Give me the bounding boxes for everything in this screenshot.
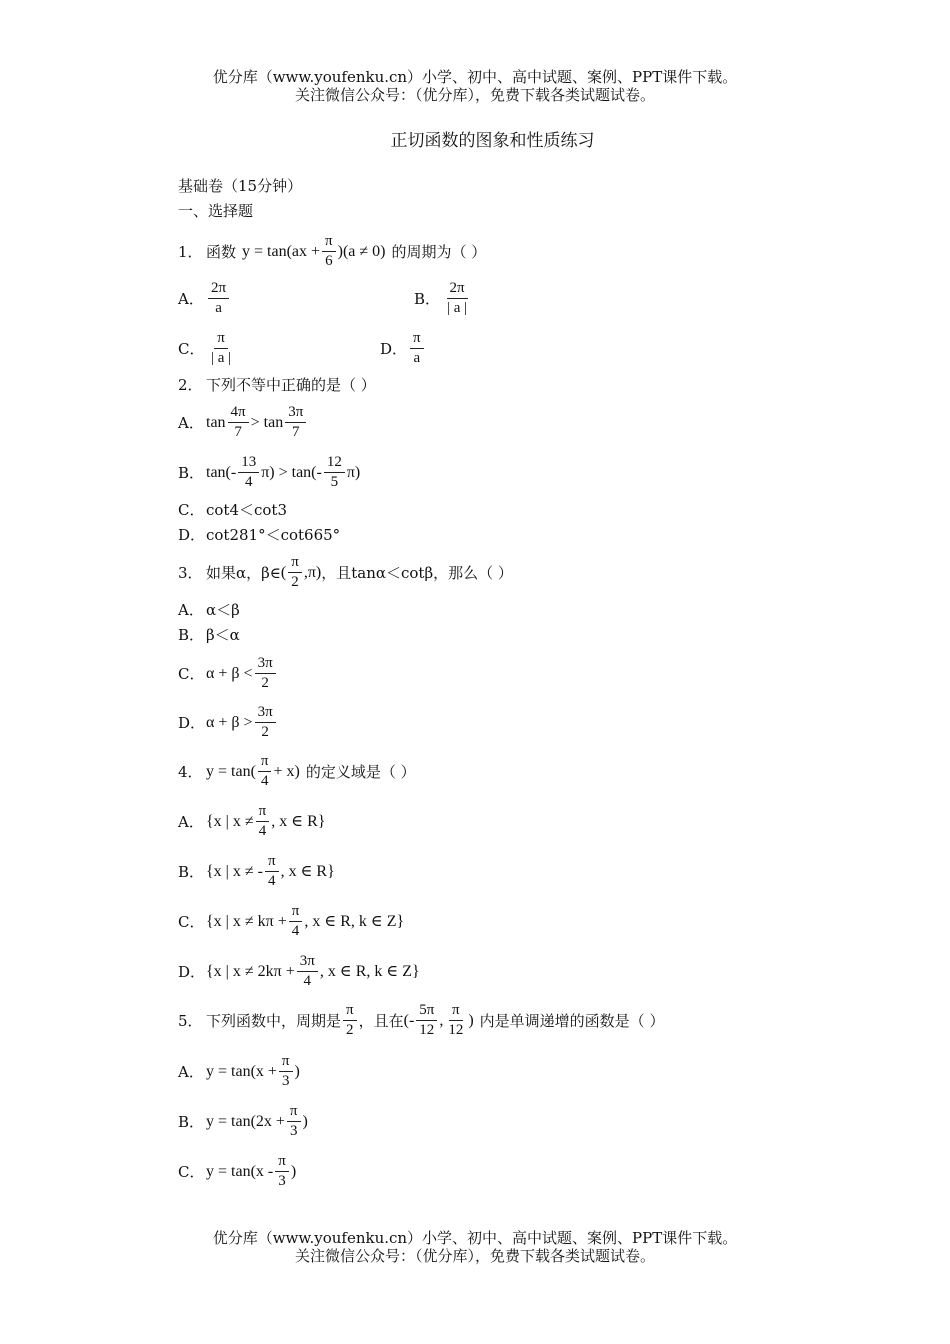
q3-option-b: [178, 626, 240, 644]
section-part1-text: 一、选择题: [178, 202, 254, 220]
q1-c-label: C．: [178, 339, 205, 358]
q2-stem: [178, 376, 376, 394]
q1-frac-num: π: [322, 232, 336, 252]
q3-a-text: α＜β: [206, 601, 240, 619]
q2-b-n1: 13: [238, 453, 259, 473]
section-basic: [178, 177, 302, 195]
q4-stem: [178, 752, 416, 791]
q1-b-den: | a |: [447, 300, 468, 316]
q4-b-post: , x ∈ R}: [280, 862, 335, 880]
q4-d-pre: {x | x ≠ 2kπ +: [206, 962, 295, 980]
q5-tail: 内是单调递增的函数是（ ）: [479, 1011, 665, 1030]
q1-stem: [178, 232, 486, 271]
q4-d-post: , x ∈ R, k ∈ Z}: [319, 962, 420, 980]
q5-b-post: ): [302, 1112, 308, 1130]
q2-b-formula: [206, 453, 360, 492]
q4-a-den: 4: [258, 823, 267, 839]
q1-c-num: π: [214, 329, 228, 349]
q3-stem-text: 如果α，β∈: [206, 563, 281, 582]
q3-a-label: A．: [178, 601, 204, 619]
q1-fraction: [322, 232, 336, 271]
q5-close: ): [468, 1011, 474, 1029]
q4-c-pre: {x | x ≠ kπ +: [206, 912, 287, 930]
q1-formula-post: )(a ≠ 0): [337, 242, 386, 260]
q1-b-num: 2π: [447, 279, 468, 299]
q3-open: (: [280, 563, 287, 581]
q5-a-label: A．: [178, 1062, 204, 1081]
q5-frac2: [445, 1001, 466, 1040]
q4-b-formula: [206, 852, 335, 891]
q2-number: 2．: [178, 376, 203, 394]
q1-tail: 的周期为（ ）: [391, 242, 487, 261]
q5-a-num: π: [279, 1052, 293, 1072]
section-basic-text: 基础卷（15分钟）: [178, 177, 303, 195]
q1-formula: [242, 232, 385, 271]
q5-a-den: 3: [281, 1073, 290, 1089]
q4-a-frac: [256, 802, 270, 841]
q5-b-formula: [206, 1102, 308, 1141]
q4-b-num: π: [265, 852, 279, 872]
q2-option-d: [178, 526, 340, 544]
q1-a-num: 2π: [208, 279, 229, 299]
q1-option-d: [380, 329, 426, 368]
q1-stem-text: 函数: [206, 242, 237, 261]
q3-stem: [178, 553, 513, 592]
q5-c-formula: [206, 1152, 296, 1191]
q4-d-num: 3π: [297, 952, 318, 972]
q4-option-b: [178, 852, 335, 891]
q3-b-label: B．: [178, 626, 205, 644]
footer-line-1: 优分库（www.youfenku.cn）小学、初中、高中试题、案例、PPT课件下载。: [212, 1229, 738, 1247]
q3-d-formula: [206, 703, 278, 742]
q4-b-frac: [265, 852, 279, 891]
q2-a-n2: 3π: [285, 403, 306, 423]
q5-b-pre: y = tan(2x +: [206, 1112, 285, 1130]
q1-option-b: [414, 279, 472, 318]
q4-d-label: D．: [178, 962, 206, 981]
q2-a-frac1: [228, 403, 249, 442]
q5-c-label: C．: [178, 1162, 205, 1181]
q4-tail: 的定义域是（ ）: [305, 762, 416, 781]
q5-b-frac: [287, 1102, 301, 1141]
q5-number: 5．: [178, 1011, 203, 1030]
q5-c-num: π: [275, 1152, 289, 1172]
q1-d-den: a: [413, 350, 421, 366]
page-title: 正切函数的图象和性质练习: [390, 131, 595, 151]
q4-c-frac: [289, 902, 303, 941]
q2-option-b: [178, 453, 360, 492]
q4-c-label: C．: [178, 912, 205, 931]
q2-a-d2: 7: [291, 424, 300, 440]
q4-den: 4: [260, 773, 269, 789]
q1-b-fraction: [444, 279, 470, 318]
q2-b-n2: 12: [324, 453, 345, 473]
q5-c-post: ): [290, 1162, 297, 1180]
q4-a-label: A．: [178, 812, 204, 831]
q1-a-label: A．: [178, 289, 204, 308]
q1-formula-pre: y = tan(ax +: [242, 242, 321, 260]
q5-d2: 12: [448, 1022, 464, 1038]
q3-option-d: [178, 703, 278, 742]
q4-c-post: , x ∈ R, k ∈ Z}: [304, 912, 405, 930]
q5-c-den: 3: [278, 1173, 286, 1189]
q5-option-a: [178, 1052, 300, 1091]
q3-d-pre: α + β >: [206, 713, 253, 731]
q5-frac1: [416, 1001, 437, 1040]
q2-c-text: cot4＜cot3: [206, 501, 288, 519]
header-line-2: 关注微信公众号：（优分库），免费下载各类试题试卷。: [294, 86, 655, 104]
q4-a-post: , x ∈ R}: [271, 812, 326, 830]
q1-number: 1．: [178, 242, 203, 261]
q5-a-frac: [279, 1052, 293, 1091]
q2-a-n1: 4π: [228, 403, 249, 423]
q4-b-den: 4: [268, 873, 276, 889]
q3-option-c: [178, 654, 278, 693]
q4-a-pre: {x | x ≠: [206, 812, 254, 830]
q3-tail: ，且tanα＜cotβ，那么（ ）: [321, 563, 513, 582]
q1-d-num: π: [410, 329, 424, 349]
q3-c-den: 2: [261, 675, 269, 691]
q2-stem-text: 下列不等中正确的是（ ）: [206, 376, 376, 394]
q2-option-a: [178, 403, 308, 442]
q3-b-text: β＜α: [206, 626, 240, 644]
q4-c-formula: [206, 902, 404, 941]
q3-interval: [281, 553, 321, 592]
q4-a-formula: [206, 802, 325, 841]
q5-pden: 2: [346, 1022, 354, 1038]
q2-b-t1: tan(-: [206, 463, 237, 481]
q5-b-label: B．: [178, 1112, 205, 1131]
q1-a-den: a: [215, 300, 222, 316]
q1-option-a: [178, 279, 231, 318]
q3-close: ,π): [303, 563, 322, 581]
header-line-1: 优分库（www.youfenku.cn）小学、初中、高中试题、案例、PPT课件下载。: [212, 68, 738, 86]
q2-b-p2: π): [346, 463, 361, 481]
q4-a-num: π: [256, 802, 270, 822]
q4-number: 4．: [178, 762, 203, 781]
q5-a-formula: [206, 1052, 300, 1091]
q2-b-frac1: [238, 453, 259, 492]
q3-c-frac: [255, 654, 276, 693]
q2-option-c: [178, 501, 287, 519]
section-part1: [178, 202, 253, 220]
q4-formula: [206, 752, 300, 791]
footer-line-2: 关注微信公众号：（优分库），免费下载各类试题试卷。: [294, 1247, 655, 1265]
q2-a-d1: 7: [234, 424, 242, 440]
q1-d-label: D．: [380, 339, 408, 358]
q5-option-c: [178, 1152, 296, 1191]
q3-d-label: D．: [178, 713, 206, 732]
q4-b-label: B．: [178, 862, 205, 881]
q3-c-label: C．: [178, 664, 205, 683]
q3-den: 2: [291, 574, 299, 590]
q5-c-pre: y = tan(x -: [206, 1162, 274, 1180]
q4-option-c: [178, 902, 404, 941]
q2-d-label: D．: [178, 526, 206, 544]
q3-frac: [288, 553, 302, 592]
q4-c-num: π: [289, 902, 303, 922]
q3-num: π: [288, 553, 302, 573]
q2-a-formula: [206, 403, 308, 442]
q4-d-frac: [297, 952, 318, 991]
q5-open: (-: [403, 1011, 415, 1029]
q3-option-a: [178, 601, 240, 619]
q3-d-den: 2: [261, 724, 269, 740]
q5-b-num: π: [287, 1102, 301, 1122]
q3-c-num: 3π: [255, 654, 276, 674]
q1-b-label: B．: [414, 289, 441, 308]
q5-n1: 5π: [416, 1001, 437, 1021]
q5-c-frac: [275, 1152, 289, 1191]
q4-d-den: 4: [303, 973, 312, 989]
q5-option-b: [178, 1102, 308, 1141]
q3-c-pre: α + β <: [206, 664, 253, 682]
q5-d1: 12: [419, 1022, 435, 1038]
q2-a-t1: tan: [206, 413, 226, 431]
q2-b-frac2: [324, 453, 345, 492]
q1-c-fraction: [208, 329, 234, 368]
q5-stem-text: 下列函数中，周期是: [206, 1011, 342, 1030]
q2-c-label: C．: [178, 501, 205, 519]
q4-num: π: [258, 752, 272, 772]
q1-d-fraction: [410, 329, 424, 368]
q2-a-label: A．: [178, 413, 204, 432]
q2-b-p1: π) > tan(-: [261, 463, 322, 481]
q5-pnum: π: [343, 1001, 357, 1021]
q1-a-fraction: [208, 279, 229, 318]
q5-stem: [178, 1001, 664, 1040]
q2-a-mid: > tan: [250, 413, 284, 431]
q2-b-label: B．: [178, 463, 205, 482]
q4-b-pre: {x | x ≠ -: [206, 862, 263, 880]
q1-option-c: [178, 329, 236, 368]
q5-b-den: 3: [289, 1123, 298, 1139]
q3-d-num: 3π: [255, 703, 276, 723]
q3-d-frac: [255, 703, 276, 742]
q5-comma: ,: [439, 1011, 444, 1029]
q5-period-frac: [343, 1001, 357, 1040]
q5-a-post: ): [294, 1062, 300, 1080]
q5-interval: [404, 1001, 474, 1040]
q3-number: 3．: [178, 563, 203, 582]
q4-d-formula: [206, 952, 420, 991]
q5-n2: π: [449, 1001, 463, 1021]
q2-a-frac2: [285, 403, 306, 442]
q4-pre: y = tan(: [206, 762, 256, 780]
q5-a-pre: y = tan(x +: [206, 1062, 277, 1080]
q4-post: + x): [273, 762, 300, 780]
q4-c-den: 4: [291, 923, 300, 939]
q4-option-d: [178, 952, 420, 991]
q4-frac: [258, 752, 272, 791]
q4-option-a: [178, 802, 325, 841]
q1-frac-den: 6: [325, 253, 333, 269]
q2-b-d2: 5: [330, 474, 339, 490]
q5-mid: ，且在: [358, 1011, 404, 1030]
q1-c-den: | a |: [211, 350, 232, 366]
q3-c-formula: [206, 654, 278, 693]
q2-b-d1: 4: [244, 474, 253, 490]
q2-d-text: cot281°＜cot665°: [206, 526, 341, 544]
